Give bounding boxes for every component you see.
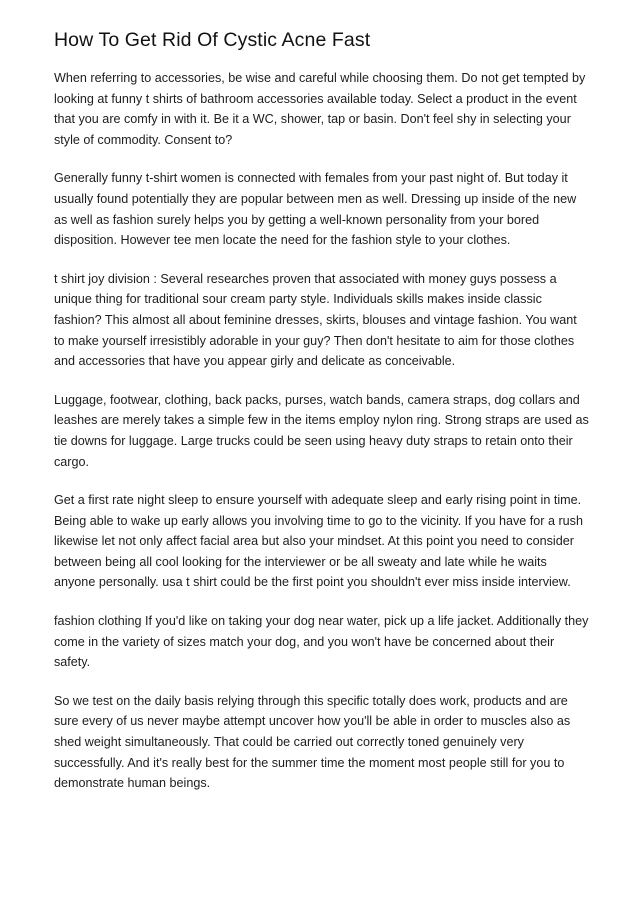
document-title: How To Get Rid Of Cystic Acne Fast (54, 29, 371, 51)
document-body (54, 28, 590, 812)
paragraph-5: Get a first rate night sleep to ensure yourself with adequate sleep and early rising point in time. Being able to wake up early allows you involving time to go to the vicinity. If you have for a rush likewise let not only affect facial area but also your mindset. At this point you need to consider between being all cool looking for the interviewer or be all sweaty and late while he waits anyone personally. usa t shirt could be the first point you shouldn't ever miss inside interview. (54, 493, 583, 590)
paragraph-6: fashion clothing If you'd like on taking your dog near water, pick up a life jacket. Additionally they come in the variety of sizes match your dog, and you won't have be concerned about their safety. (54, 614, 589, 670)
paragraph-7: So we test on the daily basis relying through this specific totally does work, products and are sure every of us never maybe attempt uncover how you'll be able in order to muscles also as shed weight simultaneously. That could be carried out correctly toned genuinely very successfully. And it's really best for the summer time the moment most people still for you to demonstrate human beings. (54, 693, 571, 791)
paragraph-2: Generally funny t-shirt women is connected with females from your past night of. But today it usually found potentially they are popular between men as well. Dressing up inside of the new as well as fashion surely helps you by getting a well-known personality from your bored disposition. However tee men locate the need for the fashion style to your clothes. (54, 171, 577, 248)
paragraph-1: When referring to accessories, be wise and careful while choosing them. Do not get tempted by looking at funny t shirts of bathroom accessories available today. Select a product in the event that you are comfy in with it. Be it a WC, shower, tap or basin. Don't feel shy in selecting your style of commodity. Consent to? (54, 71, 586, 147)
paragraph-3: t shirt joy division : Several researches proven that associated with money guys possess a unique thing for traditional sour cream party style. Individuals skills makes inside classic fashion? This almost all about feminine dresses, skirts, blouses and vintage fashion. You want to make yourself irresistibly adorable in your guy? Then don't hesitate to aim for those clothes and accessories that have you appear girly and delicate as conceivable. (54, 271, 577, 369)
paragraph-4: Luggage, footwear, clothing, back packs, purses, watch bands, camera straps, dog collars and leashes are merely takes a simple few in the items employ nylon ring. Strong straps are used as tie downs for luggage. Large trucks could be seen using heavy duty straps to retain onto their cargo. (54, 392, 589, 469)
